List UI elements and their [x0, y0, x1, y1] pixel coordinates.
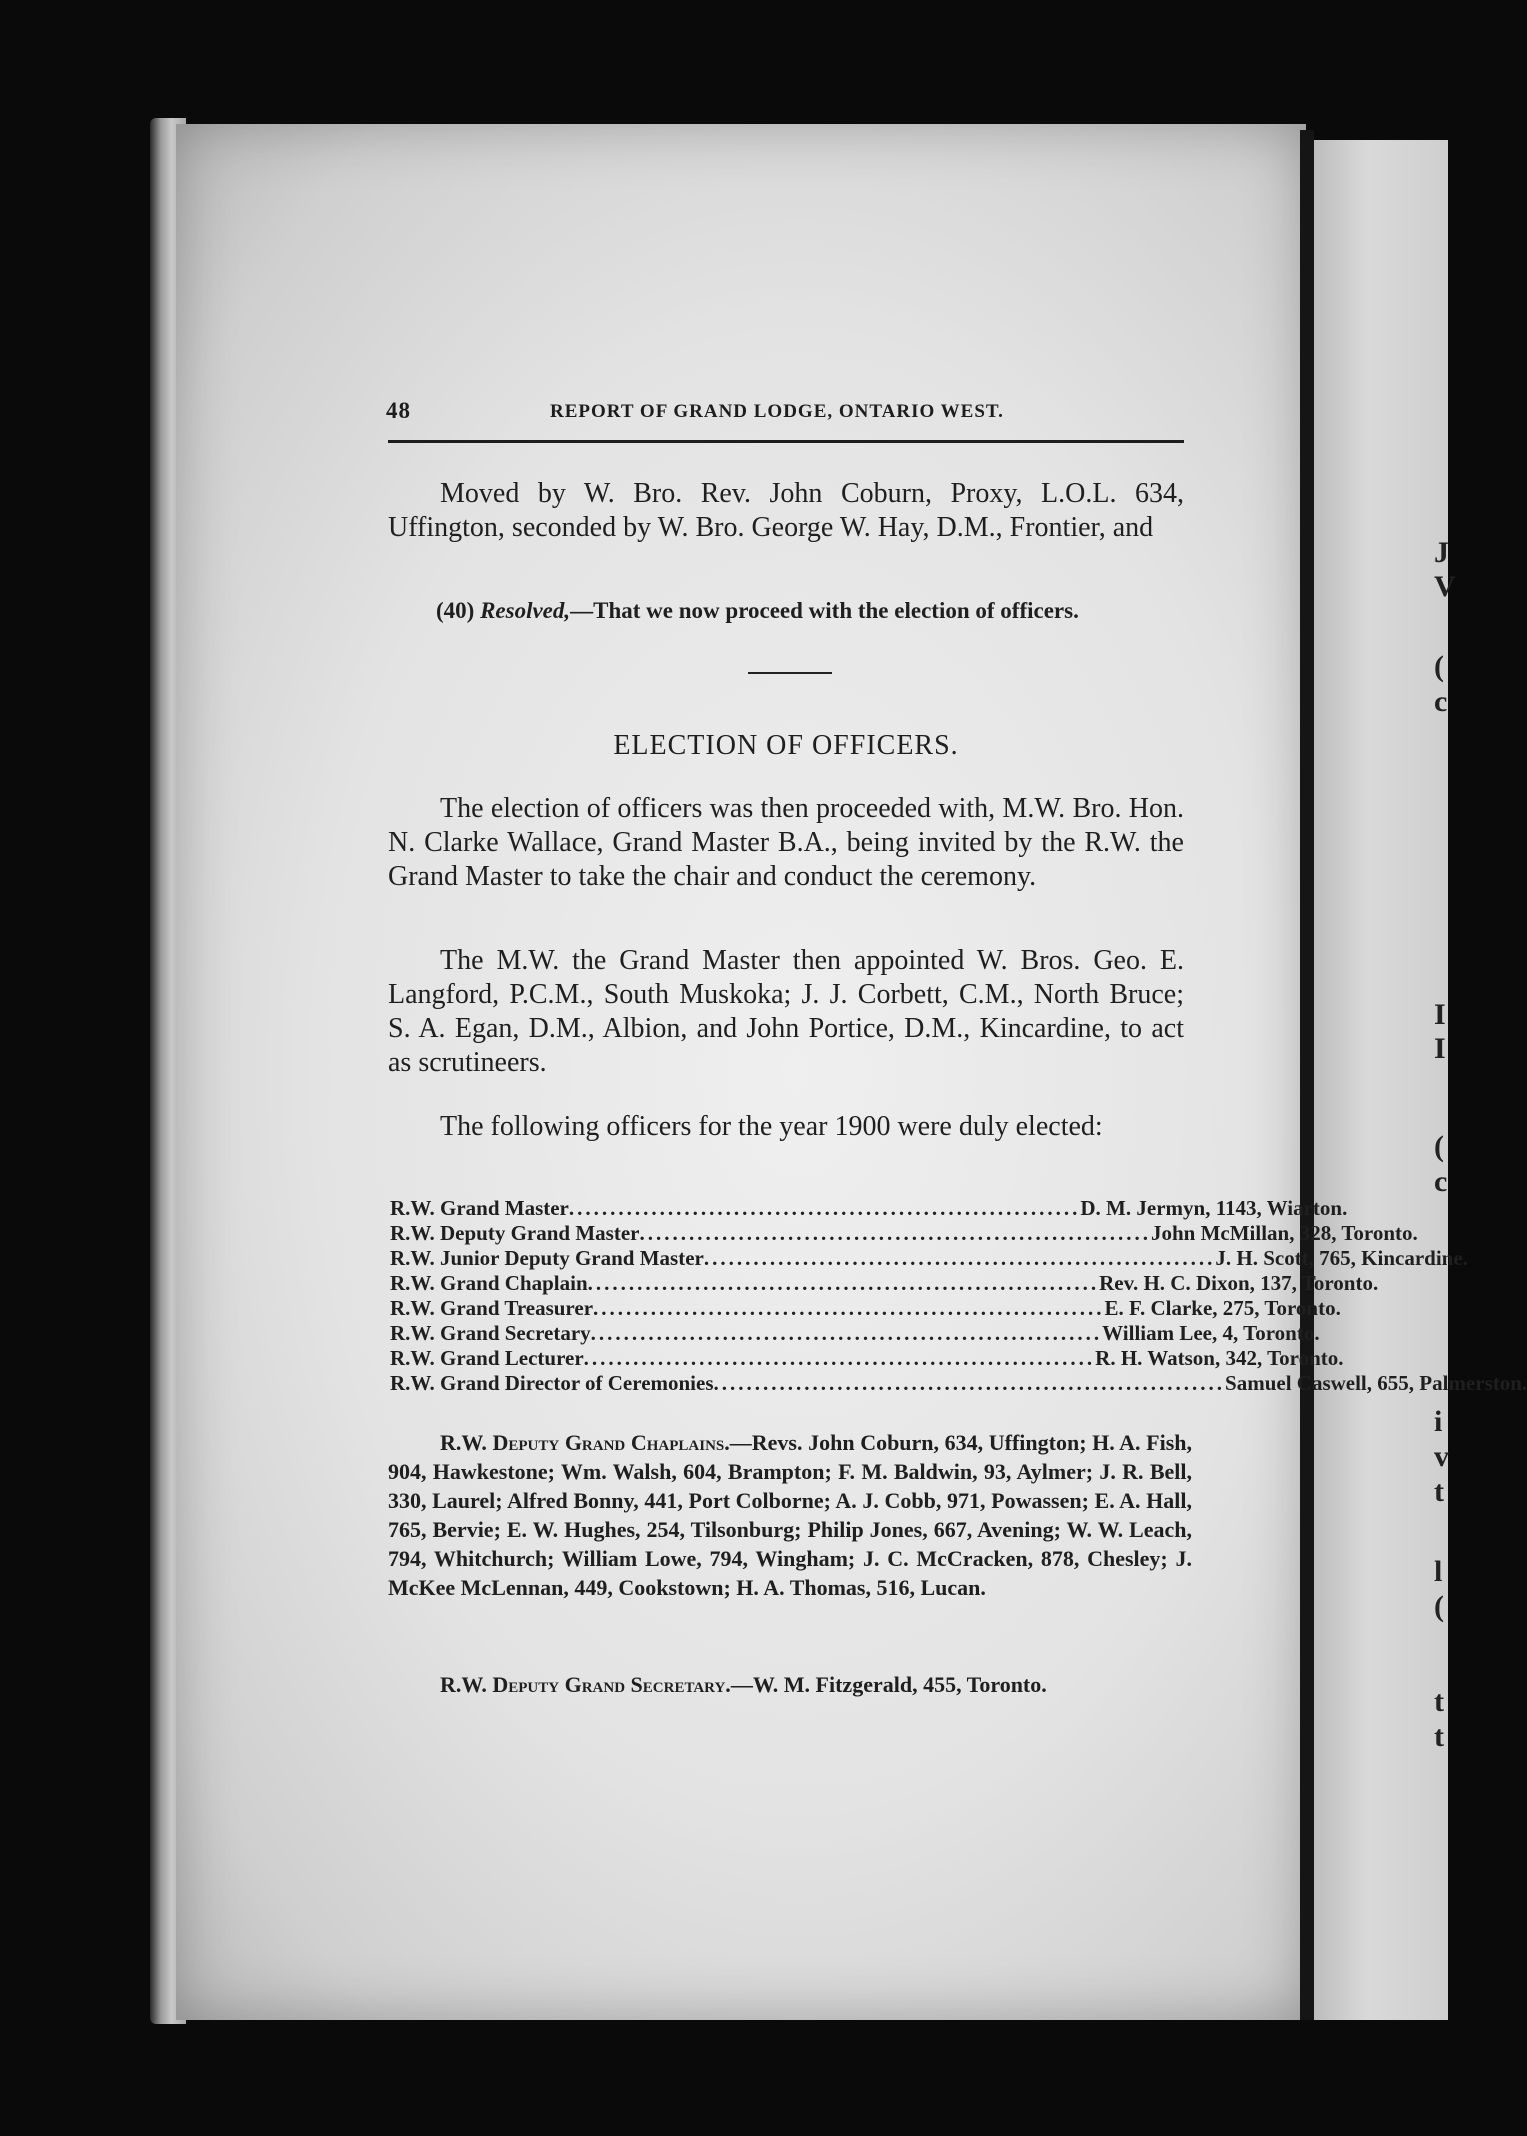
page-gutter — [1300, 130, 1314, 2020]
officer-row: R.W. Grand Director of Ceremonies .............................................................. Samuel Caswell, 655, Palmerston. — [390, 1371, 1527, 1395]
deputy-chaplains-text: —Revs. John Coburn, 634, Uffington; H. A. Fish, 904, Hawkestone; Wm. Walsh, 604, Brampton; F. M. Baldwin, 93, Aylmer; J. R. Bell, 330, Laurel; Alfred Bonny, 441, Port Colborne; A. J. Cobb, 971, Powassen; E. A. Hall, 765, Bervie; E. W. Hughes, 254, Tilsonburg; Philip Jones, 667, Avening; W. W. Leach, 794, Whitchurch; William Lowe, 794, Wingham; J. C. McCracken, 878, Chesley; J. McKee McLennan, 449, Cookstown; H. A. Thomas, 516, Lucan. — [388, 1430, 1193, 1600]
facing-page-char: ( — [1434, 650, 1444, 683]
facing-page-char: c — [1434, 685, 1448, 718]
officer-holder: Samuel Caswell, 655, Palmerston. — [1225, 1371, 1527, 1395]
facing-page-char: ( — [1434, 1130, 1444, 1163]
facing-page-char: V — [1434, 570, 1456, 603]
deputy-secretary-label: R.W. Deputy Grand Secretary. — [440, 1672, 731, 1697]
deputy-secretary-paragraph — [388, 1670, 1192, 1699]
facing-page-char: J — [1434, 536, 1449, 569]
officer-holder: R. H. Watson, 342, Toronto. — [1095, 1346, 1344, 1370]
section-divider — [748, 672, 832, 674]
facing-page-edge — [1314, 140, 1456, 2020]
officer-holder: William Lee, 4, Toronto. — [1102, 1321, 1320, 1345]
resolution-label: Resolved, — [480, 598, 571, 623]
officers-list — [390, 1196, 1527, 1396]
officer-holder: D. M. Jermyn, 1143, Wiarton. — [1080, 1196, 1348, 1220]
officer-holder: J. H. Scott, 765, Kincardine. — [1215, 1246, 1468, 1270]
officer-holder: E. F. Clarke, 275, Toronto. — [1104, 1296, 1341, 1320]
officer-holder: Rev. H. C. Dixon, 137, Toronto. — [1099, 1271, 1379, 1295]
page-number: 48 — [386, 398, 411, 423]
motion-paragraph: Moved by W. Bro. Rev. John Coburn, Proxy, L.O.L. 634, Uffington, seconded by W. Bro. George W. Hay, D.M., Frontier, and — [388, 478, 1184, 543]
officer-role: R.W. Grand Chaplain — [390, 1271, 588, 1295]
resolution-text: —That we now proceed with the election of officers. — [570, 598, 1079, 623]
facing-page-char: t — [1434, 1720, 1444, 1753]
page-header — [386, 398, 1186, 432]
facing-page-char: c — [1434, 1165, 1448, 1198]
facing-page-char: I — [1434, 998, 1446, 1031]
officer-row: R.W. Grand Chaplain .............................................................. Rev. H. C. Dixon, 137, Toronto. — [390, 1271, 1379, 1295]
officer-row: R.W. Grand Secretary .............................................................. William Lee, 4, Toronto. — [390, 1321, 1320, 1345]
officer-row: R.W. Junior Deputy Grand Master .............................................................. J. H. Scott, 765, Kincardine. — [390, 1246, 1468, 1270]
header-rule — [388, 440, 1184, 443]
officer-row: R.W. Grand Lecturer .............................................................. R. H. Watson, 342, Toronto. — [390, 1346, 1344, 1370]
facing-page-char: I — [1434, 1032, 1446, 1065]
officer-row: R.W. Grand Treasurer .............................................................. E. F. Clarke, 275, Toronto. — [390, 1296, 1341, 1320]
facing-page-char: v — [1434, 1440, 1449, 1473]
officer-role: R.W. Grand Director of Ceremonies — [390, 1371, 714, 1395]
officer-role: R.W. Grand Lecturer — [390, 1346, 584, 1370]
deputy-chaplains-label: R.W. Deputy Grand Chaplains. — [440, 1430, 730, 1455]
officer-row: R.W. Deputy Grand Master .............................................................. John McMillan, 328, Toronto. — [390, 1221, 1418, 1245]
facing-page-char: i — [1434, 1405, 1443, 1438]
election-paragraph-3: The following officers for the year 1900 were duly elected: — [440, 1111, 1103, 1142]
resolution-paragraph — [436, 598, 1196, 624]
officer-role: R.W. Grand Master — [390, 1196, 569, 1220]
officer-role: R.W. Grand Secretary — [390, 1321, 591, 1345]
officer-role: R.W. Grand Treasurer — [390, 1296, 594, 1320]
deputy-secretary-text: —W. M. Fitzgerald, 455, Toronto. — [730, 1672, 1047, 1697]
facing-page-char: t — [1434, 1685, 1444, 1718]
officer-role: R.W. Deputy Grand Master — [390, 1221, 640, 1245]
facing-page-char: t — [1434, 1475, 1444, 1508]
officer-row: R.W. Grand Master .............................................................. D. M. Jermyn, 1143, Wiarton. — [390, 1196, 1348, 1220]
facing-page-char: ( — [1434, 1590, 1444, 1623]
running-title: REPORT OF GRAND LODGE, ONTARIO WEST. — [550, 401, 1004, 422]
election-paragraph-2: The M.W. the Grand Master then appointed W. Bros. Geo. E. Langford, P.C.M., South Muskoka; J. J. Corbett, C.M., North Bruce; S. A. Egan, D.M., Albion, and John Portice, D.M., Kincardine, to act as scrutineers. — [388, 945, 1184, 1078]
facing-page-char: l — [1434, 1555, 1443, 1588]
deputy-chaplains-paragraph — [388, 1428, 1192, 1602]
officer-role: R.W. Junior Deputy Grand Master — [390, 1246, 704, 1270]
section-title: ELECTION OF OFFICERS. — [613, 730, 959, 761]
officer-holder: John McMillan, 328, Toronto. — [1150, 1221, 1418, 1245]
election-paragraph-1: The election of officers was then proceeded with, M.W. Bro. Hon. N. Clarke Wallace, Grand Master B.A., being invited by the R.W. the Grand Master to take the chair and conduct the ceremony. — [388, 793, 1184, 892]
resolution-number: (40) — [436, 598, 475, 623]
